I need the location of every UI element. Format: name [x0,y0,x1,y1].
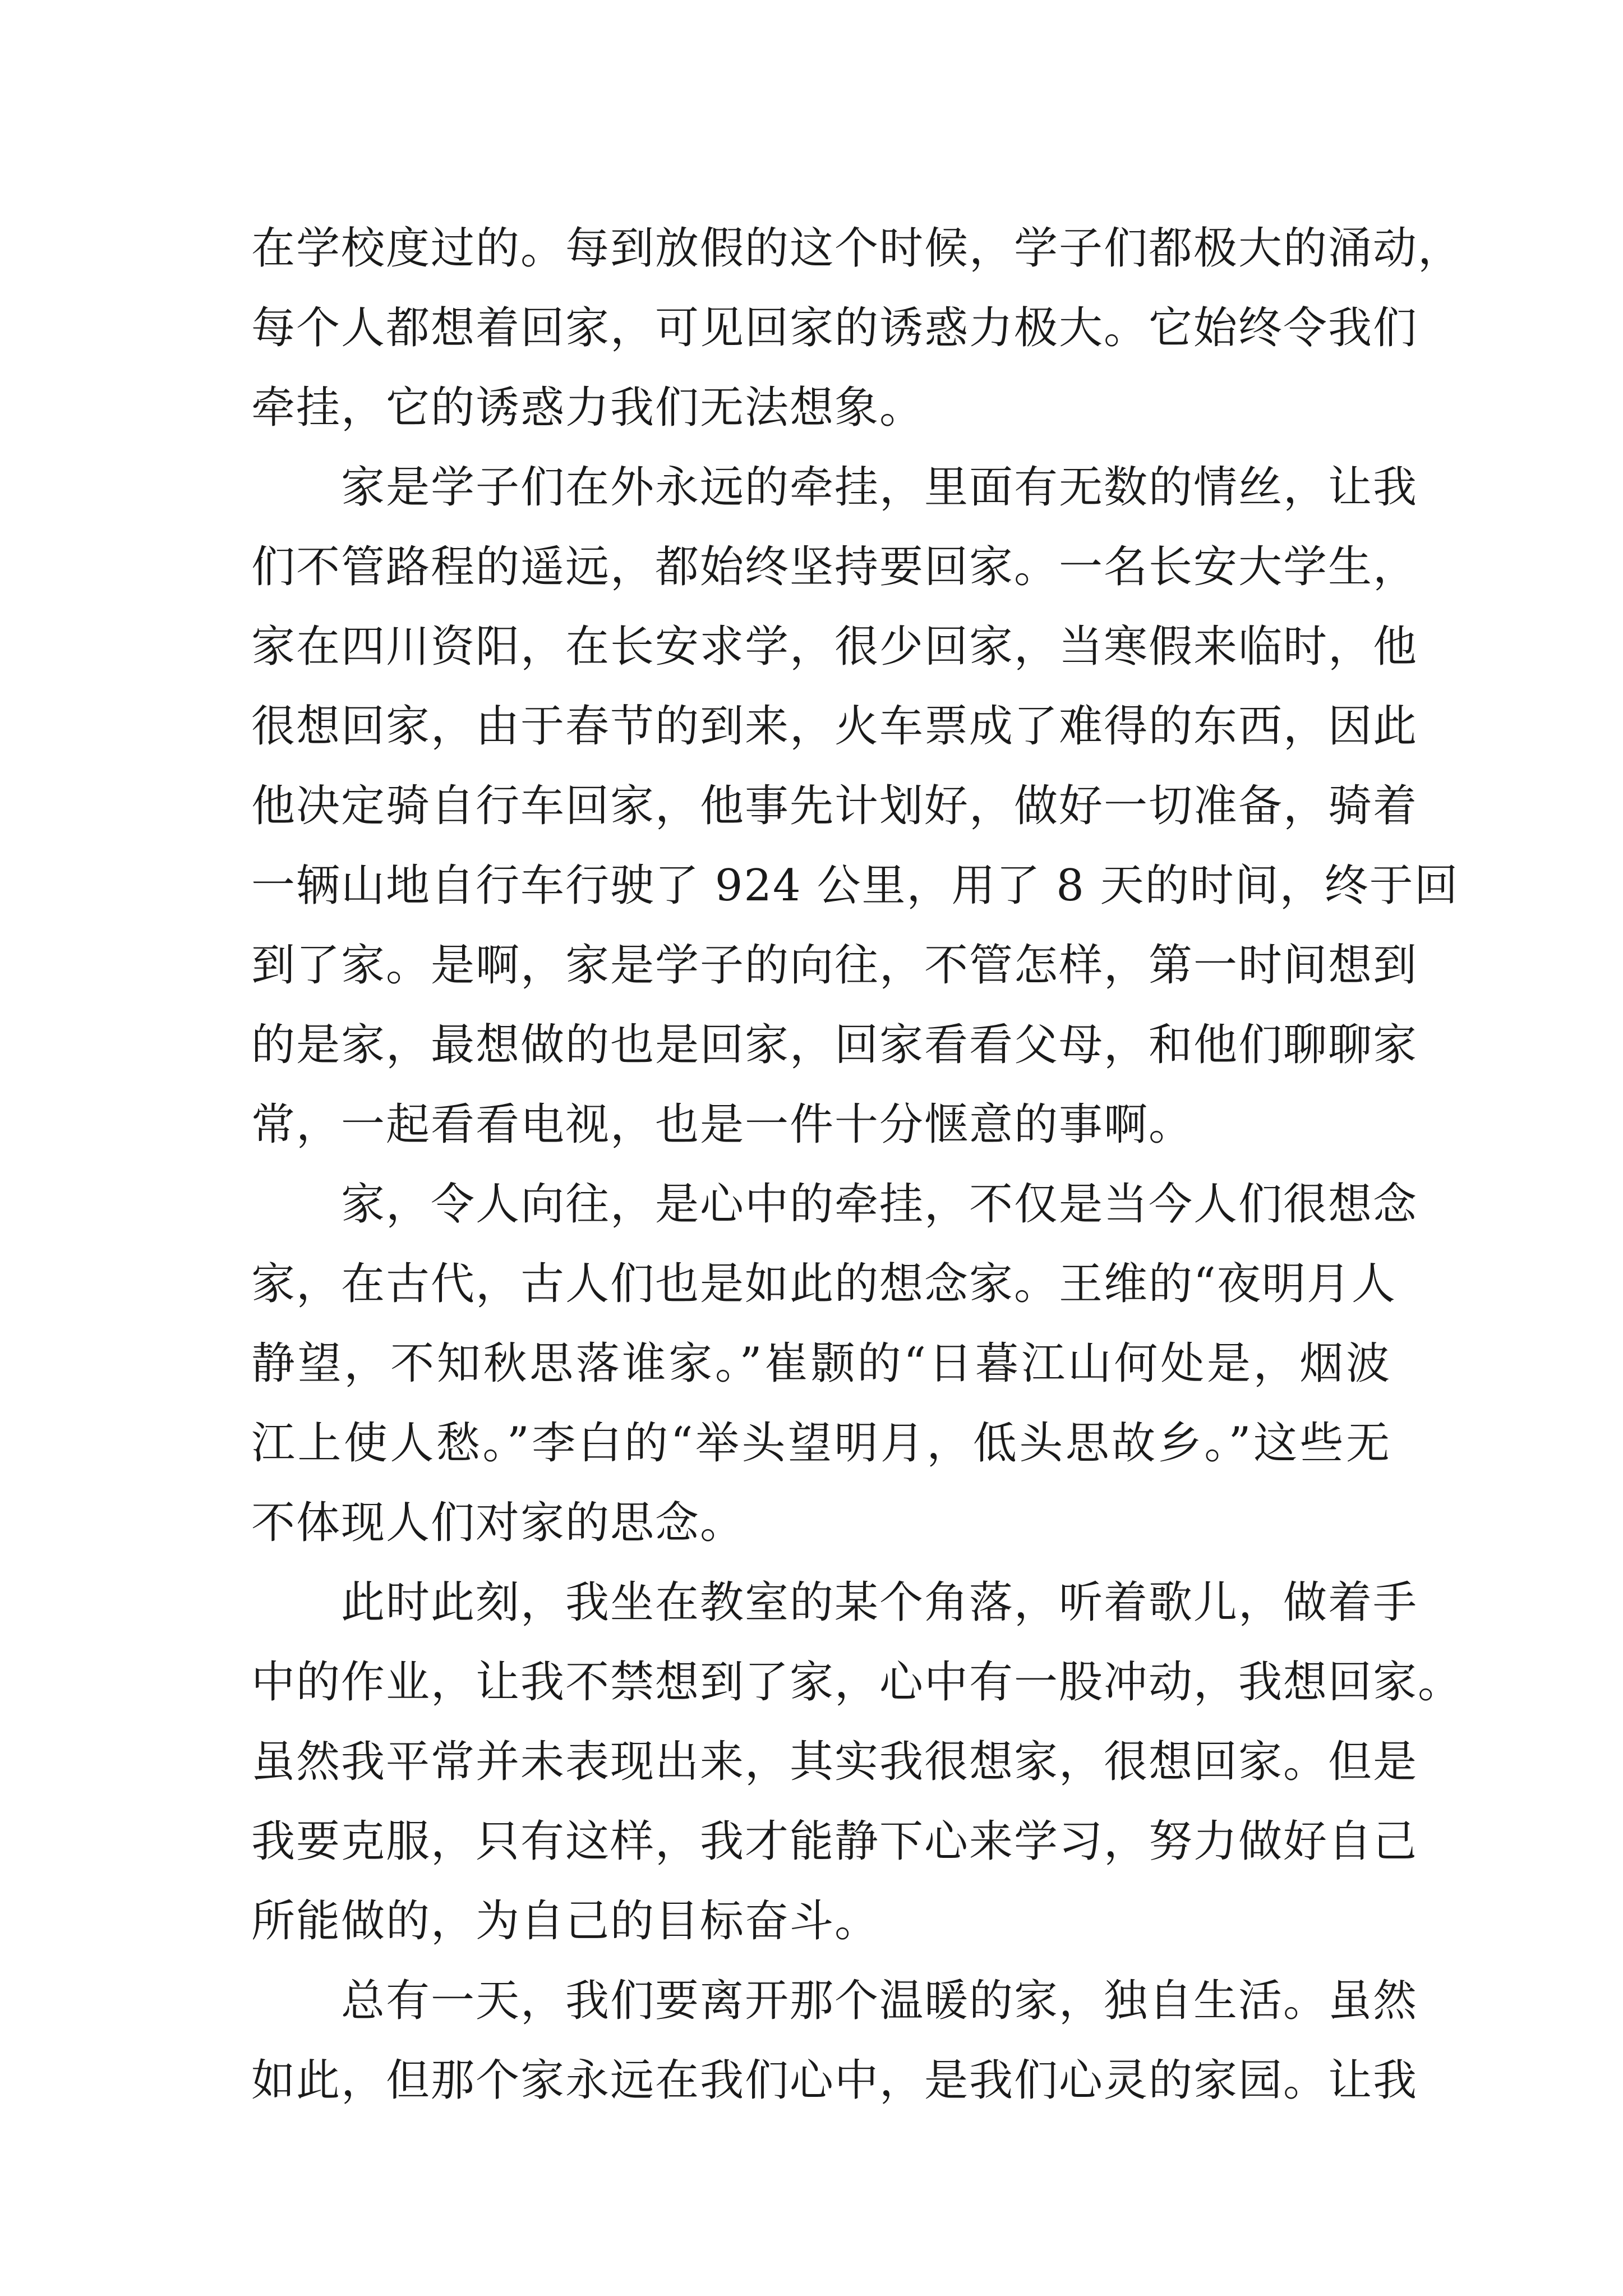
text-line: 江上使人愁。”李白的“举头望明月，低头思故乡。”这些无 [251,1418,1391,1469]
text-line: 在学校度过的。每到放假的这个时候，学子们都极大的涌动， [251,223,1463,274]
text-line: 一辆山地自行车行驶了 924 公里，用了 8 天的时间，终于回 [251,861,1459,911]
text-line: 家，令人向往，是心中的牵挂，不仅是当今人们很想念 [341,1179,1418,1230]
text-line: 所能做的，为自己的目标奋斗。 [251,1896,880,1947]
text-line: 的是家，最想做的也是回家，回家看看父母，和他们聊聊家 [251,1020,1418,1070]
text-line: 家在四川资阳，在长安求学，很少回家，当寒假来临时，他 [251,622,1418,672]
text-line: 牵挂，它的诱惑力我们无法想象。 [251,383,925,433]
text-line: 总有一天，我们要离开那个温暖的家，独自生活。虽然 [341,1976,1418,2026]
paragraph-2 [251,448,1459,1165]
text-line: 到了家。是啊，家是学子的向往，不管怎样，第一时间想到 [251,940,1418,991]
paragraph-1 [251,209,1463,448]
text-line: 家是学子们在外永远的牵挂，里面有无数的情丝，让我 [341,462,1418,513]
text-line: 很想回家，由于春节的到来，火车票成了难得的东西，因此 [251,701,1418,752]
text-line: 此时此刻，我坐在教室的某个角落，听着歌儿，做着手 [341,1577,1418,1628]
paragraph-4 [251,1563,1463,1961]
text-line: 静望，不知秋思落谁家。”崔颢的“日暮江山何处是，烟波 [251,1338,1391,1389]
text-line: 他决定骑自行车回家，他事先计划好，做好一切准备，骑着 [251,781,1418,831]
text-line: 常，一起看看电视，也是一件十分惬意的事啊。 [251,1099,1194,1150]
document-body [251,209,1463,2120]
text-line: 家，在古代，古人们也是如此的想念家。王维的“夜明月人 [251,1259,1396,1309]
text-line: 我要克服，只有这样，我才能静下心来学习，努力做好自己 [251,1816,1418,1867]
text-line: 中的作业，让我不禁想到了家，心中有一股冲动，我想回家。 [251,1657,1463,1708]
text-line: 每个人都想着回家，可见回家的诱惑力极大。它始终令我们 [251,303,1418,353]
text-line: 们不管路程的遥远，都始终坚持要回家。一名长安大学生， [251,542,1418,592]
text-line: 虽然我平常并未表现出来，其实我很想家，很想回家。但是 [251,1737,1418,1787]
text-line: 不体现人们对家的思念。 [251,1498,745,1548]
paragraph-5 [251,1961,1418,2120]
paragraph-3 [251,1165,1418,1563]
text-line: 如此，但那个家永远在我们心中，是我们心灵的家园。让我 [251,2055,1418,2106]
